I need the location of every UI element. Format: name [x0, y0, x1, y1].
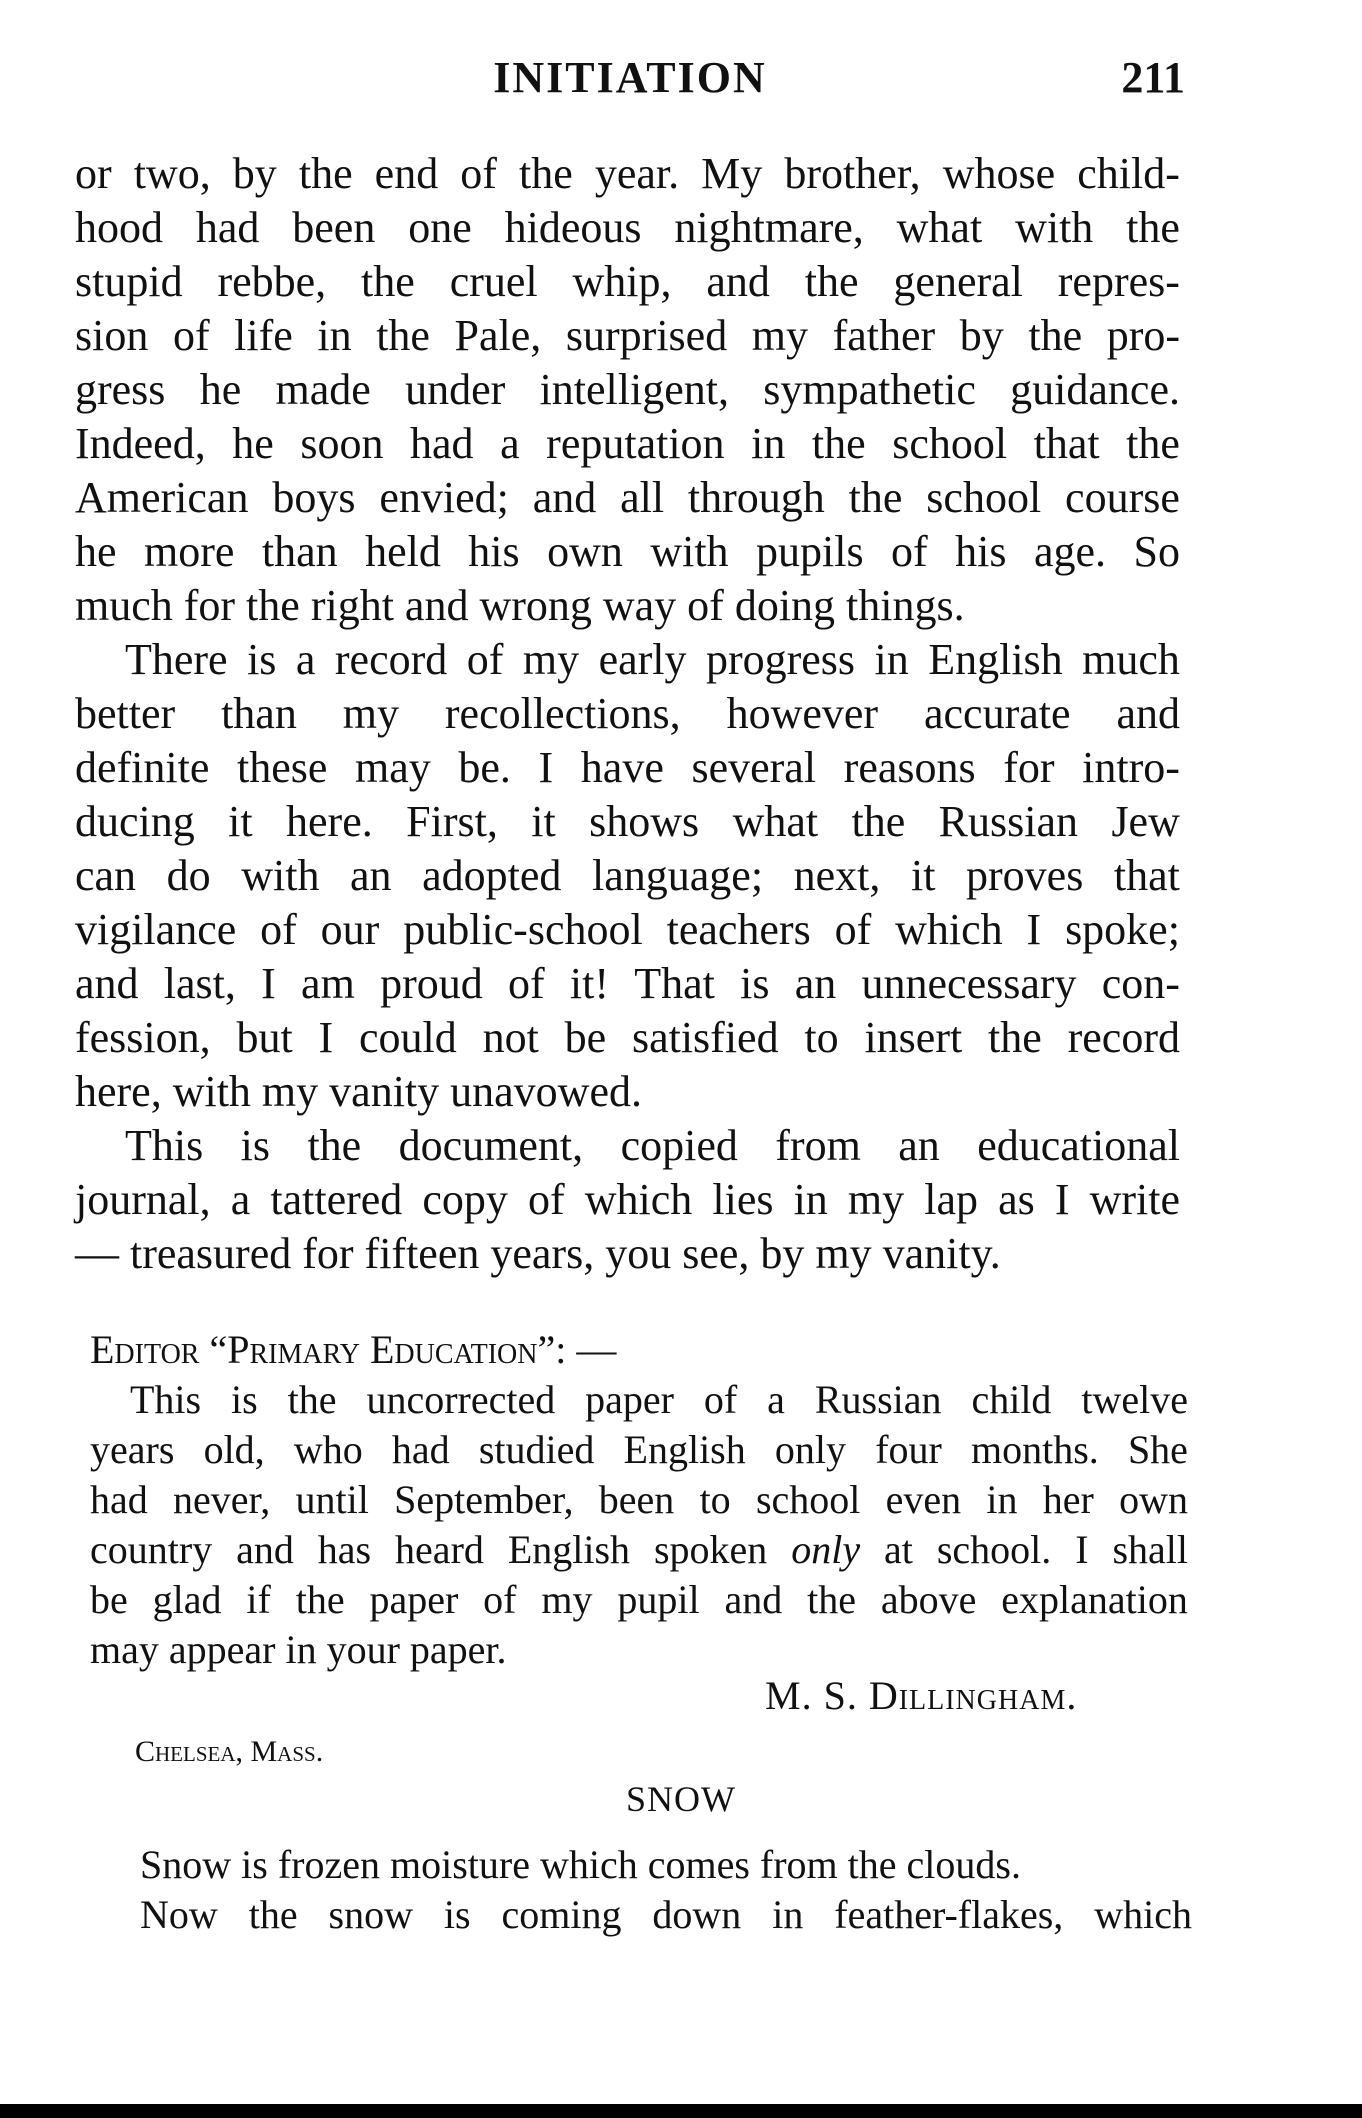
word: record	[1067, 1013, 1180, 1062]
word: to	[804, 1013, 839, 1062]
word: own	[1119, 1477, 1188, 1522]
word: vigilance	[75, 905, 237, 954]
word: in	[751, 419, 786, 468]
essay-title: SNOW	[626, 1779, 736, 1819]
word: Jew	[1111, 797, 1180, 846]
word: English	[928, 635, 1063, 684]
word: stupid	[75, 257, 183, 306]
word: the	[518, 149, 573, 198]
word: rebbe,	[217, 257, 327, 306]
word: This	[130, 1377, 202, 1422]
word: whip,	[572, 257, 672, 306]
word: a	[500, 419, 520, 468]
letter-salutation: Editor “Primary Education”: —	[90, 1327, 617, 1372]
text-line	[75, 311, 1180, 360]
word: the	[1126, 419, 1180, 468]
letter-line-emphasis	[90, 1527, 1189, 1572]
text-line	[125, 635, 1180, 684]
word: the	[295, 1577, 345, 1622]
text-line	[75, 743, 1180, 792]
text-line: here, with my vanity unavowed.	[75, 1067, 642, 1116]
word: glad	[152, 1577, 222, 1622]
word: the	[1028, 311, 1083, 360]
word: several	[691, 743, 817, 792]
word: that	[1113, 851, 1180, 900]
word: of	[507, 959, 545, 1008]
word: above	[880, 1577, 977, 1622]
letter-line	[130, 1377, 1188, 1422]
word: a	[230, 1175, 251, 1224]
word: I	[1026, 905, 1042, 954]
word: my	[751, 311, 809, 360]
word: is	[443, 1892, 471, 1937]
word: which	[1094, 1892, 1192, 1937]
word: do	[166, 851, 211, 900]
word: life	[234, 311, 293, 360]
word: it!	[569, 959, 609, 1008]
word: can	[75, 851, 137, 900]
letter-line	[90, 1477, 1188, 1522]
word: surprised	[565, 311, 728, 360]
word: more	[143, 527, 235, 576]
word: be.	[458, 743, 511, 792]
word: educational	[977, 1121, 1180, 1170]
word: been	[292, 203, 376, 252]
word: an	[794, 959, 837, 1008]
word: progress	[705, 635, 856, 684]
word: the	[848, 473, 903, 522]
word: not	[482, 1013, 539, 1062]
text-line	[75, 419, 1180, 468]
word: an	[350, 851, 392, 900]
letter-line-part: at school. I shall	[884, 1527, 1189, 1572]
word: is	[740, 959, 770, 1008]
word: lies	[712, 1175, 774, 1224]
word: in	[874, 635, 909, 684]
word: feather-flakes,	[834, 1892, 1064, 1937]
word: than	[261, 527, 338, 576]
word: been	[598, 1477, 675, 1522]
word: it	[228, 797, 253, 846]
word: school	[755, 1477, 861, 1522]
word: could	[358, 1013, 457, 1062]
word: teachers	[666, 905, 811, 954]
emphasized-word: only	[791, 1527, 861, 1572]
running-title: INITIATION	[493, 53, 767, 102]
word: the	[248, 1892, 298, 1937]
word: and	[706, 257, 770, 306]
word: had	[90, 1477, 148, 1522]
word: insert	[864, 1013, 963, 1062]
word: gress	[75, 365, 166, 414]
word: intro-	[1082, 743, 1180, 792]
word: what	[732, 797, 819, 846]
word: accurate	[924, 689, 1071, 738]
word: year.	[594, 149, 680, 198]
word: better	[75, 689, 176, 738]
word: school	[892, 419, 1008, 468]
word: public-school	[403, 905, 643, 954]
word: a	[767, 1377, 785, 1422]
word: is	[240, 1121, 271, 1170]
word: pro-	[1106, 311, 1180, 360]
word: with	[1015, 203, 1094, 252]
word: repres-	[1057, 257, 1180, 306]
word: intelligent,	[539, 365, 729, 414]
word: had	[410, 419, 474, 468]
word: snow	[328, 1892, 413, 1937]
word: fession,	[75, 1013, 211, 1062]
word: of	[703, 1377, 738, 1422]
word: with	[650, 527, 729, 576]
text-line	[75, 365, 1180, 414]
word: reputation	[546, 419, 725, 468]
word: Russian	[938, 797, 1079, 846]
word: which	[895, 905, 1003, 954]
word: uncorrected	[366, 1377, 556, 1422]
word: months.	[970, 1427, 1099, 1472]
word: tattered	[270, 1175, 403, 1224]
word: explanation	[1001, 1577, 1188, 1622]
word: whose	[942, 149, 1056, 198]
word: my	[522, 635, 580, 684]
word: may	[355, 743, 431, 792]
word: however	[726, 689, 879, 738]
word: hood	[75, 203, 163, 252]
word: guidance.	[1010, 365, 1180, 414]
word: adopted	[422, 851, 562, 900]
word: by	[232, 149, 277, 198]
word: from	[775, 1121, 861, 1170]
word: There	[125, 635, 228, 684]
word: shows	[589, 797, 700, 846]
scan-bottom-edge	[0, 2104, 1362, 2118]
letter-line-part: country and has heard English spoken	[90, 1527, 768, 1572]
word: I	[261, 959, 276, 1008]
word: much	[1082, 635, 1180, 684]
word: the	[376, 311, 430, 360]
letter-place: Chelsea, Mass.	[135, 1735, 324, 1768]
word: who	[293, 1427, 363, 1472]
word: than	[221, 689, 297, 738]
letter-line	[90, 1577, 1188, 1622]
word: what	[896, 203, 983, 252]
word: Now	[140, 1892, 218, 1937]
text-line	[75, 797, 1180, 846]
word: twelve	[1081, 1377, 1188, 1422]
page-number: 211	[1121, 53, 1185, 102]
essay-line: Snow is frozen moisture which comes from the clouds.	[140, 1842, 1021, 1887]
text-line	[75, 959, 1180, 1008]
word: even	[885, 1477, 962, 1522]
text-line: much for the right and wrong way of doing things.	[75, 581, 965, 630]
word: definite	[75, 743, 210, 792]
word: reasons	[843, 743, 976, 792]
word: Pale,	[454, 311, 542, 360]
word: our	[320, 905, 380, 954]
text-line	[125, 1121, 1180, 1170]
running-head	[75, 52, 1185, 112]
word: it	[531, 797, 556, 846]
word: had	[391, 1427, 450, 1472]
word: the	[1126, 203, 1180, 252]
word: document,	[398, 1121, 584, 1170]
word: and	[75, 959, 139, 1008]
word: copied	[620, 1121, 738, 1170]
word: never,	[173, 1477, 271, 1522]
word: an	[898, 1121, 940, 1170]
word: First,	[406, 797, 498, 846]
word: the	[811, 419, 866, 468]
word: of	[466, 635, 504, 684]
word: last,	[163, 959, 236, 1008]
word: of	[172, 311, 210, 360]
essay-line	[140, 1892, 1192, 1937]
word: as	[998, 1175, 1035, 1224]
word: a	[295, 635, 316, 684]
word: nightmare,	[674, 203, 864, 252]
word: the	[988, 1013, 1042, 1062]
word: of	[834, 905, 872, 954]
word: studied	[478, 1427, 595, 1472]
word: is	[247, 635, 277, 684]
word: down	[652, 1892, 742, 1937]
word: with	[241, 851, 320, 900]
word: in	[317, 311, 352, 360]
word: he	[75, 527, 117, 576]
word: paper	[585, 1377, 674, 1422]
word: had	[195, 203, 260, 252]
word: of	[260, 905, 297, 954]
word: the	[307, 1121, 362, 1170]
word: American	[75, 473, 249, 522]
word: end	[374, 149, 439, 198]
word: proves	[966, 851, 1084, 900]
word: her	[1042, 1477, 1094, 1522]
word: English	[623, 1427, 746, 1472]
word: the	[851, 797, 906, 846]
word: he	[199, 365, 242, 414]
word: the	[804, 257, 859, 306]
word: it	[910, 851, 936, 900]
letter-line: may appear in your paper.	[90, 1627, 507, 1672]
word: sion	[75, 311, 149, 360]
word: age.	[1033, 527, 1107, 576]
word: child-	[1077, 149, 1180, 198]
word: old,	[203, 1427, 265, 1472]
text-line	[75, 473, 1180, 522]
word: unnecessary	[861, 959, 1077, 1008]
word: by	[959, 311, 1004, 360]
word: here.	[286, 797, 373, 846]
word: and	[724, 1577, 783, 1622]
word: he	[232, 419, 274, 468]
word: years	[90, 1427, 175, 1472]
word: that	[1033, 419, 1100, 468]
word: course	[1065, 473, 1180, 522]
word: for	[1003, 743, 1055, 792]
word: of	[528, 1175, 565, 1224]
word: and	[532, 473, 597, 522]
word: in	[772, 1892, 804, 1937]
word: recollections,	[444, 689, 681, 738]
text-line	[75, 149, 1180, 198]
text-line	[75, 689, 1180, 738]
word: boys	[272, 473, 356, 522]
word: I	[318, 1013, 334, 1062]
word: until	[295, 1477, 369, 1522]
word: coming	[501, 1892, 622, 1937]
word: all	[620, 473, 665, 522]
word: through	[687, 473, 825, 522]
word: proud	[380, 959, 483, 1008]
word: satisfied	[631, 1013, 779, 1062]
text-line	[75, 203, 1180, 252]
word: held	[365, 527, 441, 576]
word: but	[236, 1013, 293, 1062]
word: have	[580, 743, 664, 792]
word: two,	[133, 149, 211, 198]
word: That	[634, 959, 715, 1008]
word: only	[774, 1427, 847, 1472]
word: record	[334, 635, 448, 684]
word: of	[460, 149, 497, 198]
word: father	[832, 311, 936, 360]
word: my	[342, 689, 399, 738]
word: under	[405, 365, 506, 414]
word: envied;	[379, 473, 509, 522]
word: which	[584, 1175, 693, 1224]
word: the	[298, 149, 353, 198]
word: This	[125, 1121, 204, 1170]
word: and	[1116, 689, 1180, 738]
word: of	[483, 1577, 517, 1622]
word: My	[701, 149, 763, 198]
word: school	[926, 473, 1042, 522]
word: sympathetic	[763, 365, 976, 414]
word: I	[1054, 1175, 1070, 1224]
letter-line	[90, 1427, 1188, 1472]
text-line	[75, 851, 1180, 900]
word: con-	[1101, 959, 1180, 1008]
word: be	[90, 1577, 128, 1622]
word: in	[986, 1477, 1018, 1522]
word: So	[1133, 527, 1180, 576]
word: Russian	[814, 1377, 942, 1422]
word: is	[231, 1377, 258, 1422]
word: one	[408, 203, 472, 252]
word: cruel	[449, 257, 538, 306]
word: four	[875, 1427, 942, 1472]
text-line	[75, 257, 1180, 306]
word: my	[541, 1577, 593, 1622]
word: journal,	[75, 1175, 211, 1224]
text-line	[75, 1175, 1180, 1224]
word: lap	[924, 1175, 978, 1224]
word: his	[468, 527, 520, 576]
word: She	[1127, 1427, 1188, 1472]
text-line: — treasured for fifteen years, you see, by my vanity.	[75, 1229, 1001, 1278]
word: child	[971, 1377, 1052, 1422]
word: be	[564, 1013, 607, 1062]
letter-signature: M. S. Dillingham.	[765, 1673, 1078, 1718]
word: his	[955, 527, 1007, 576]
word: copy	[422, 1175, 508, 1224]
word: the	[287, 1377, 337, 1422]
word: I	[538, 743, 554, 792]
text-line	[75, 905, 1180, 954]
word: pupils	[756, 527, 864, 576]
word: spoke;	[1065, 905, 1180, 954]
word: or	[75, 149, 112, 198]
word: soon	[300, 419, 384, 468]
word: brother,	[784, 149, 921, 198]
word: to	[699, 1477, 731, 1522]
word: Indeed,	[75, 419, 206, 468]
word: early	[598, 635, 687, 684]
word: my	[847, 1175, 905, 1224]
word: made	[275, 365, 371, 414]
word: if	[246, 1577, 271, 1622]
word: ducing	[75, 797, 195, 846]
word: language;	[592, 851, 764, 900]
word: hideous	[504, 203, 642, 252]
word: in	[793, 1175, 828, 1224]
word: pupil	[617, 1577, 700, 1622]
word: of	[891, 527, 928, 576]
word: the	[361, 257, 415, 306]
word: own	[547, 527, 623, 576]
word: the	[807, 1577, 856, 1622]
word: am	[301, 959, 355, 1008]
word: these	[237, 743, 328, 792]
text-line	[75, 1013, 1180, 1062]
word: September,	[394, 1477, 574, 1522]
word: next,	[793, 851, 881, 900]
text-line	[75, 527, 1180, 576]
word: paper	[369, 1577, 459, 1622]
word: write	[1089, 1175, 1180, 1224]
word: general	[893, 257, 1023, 306]
